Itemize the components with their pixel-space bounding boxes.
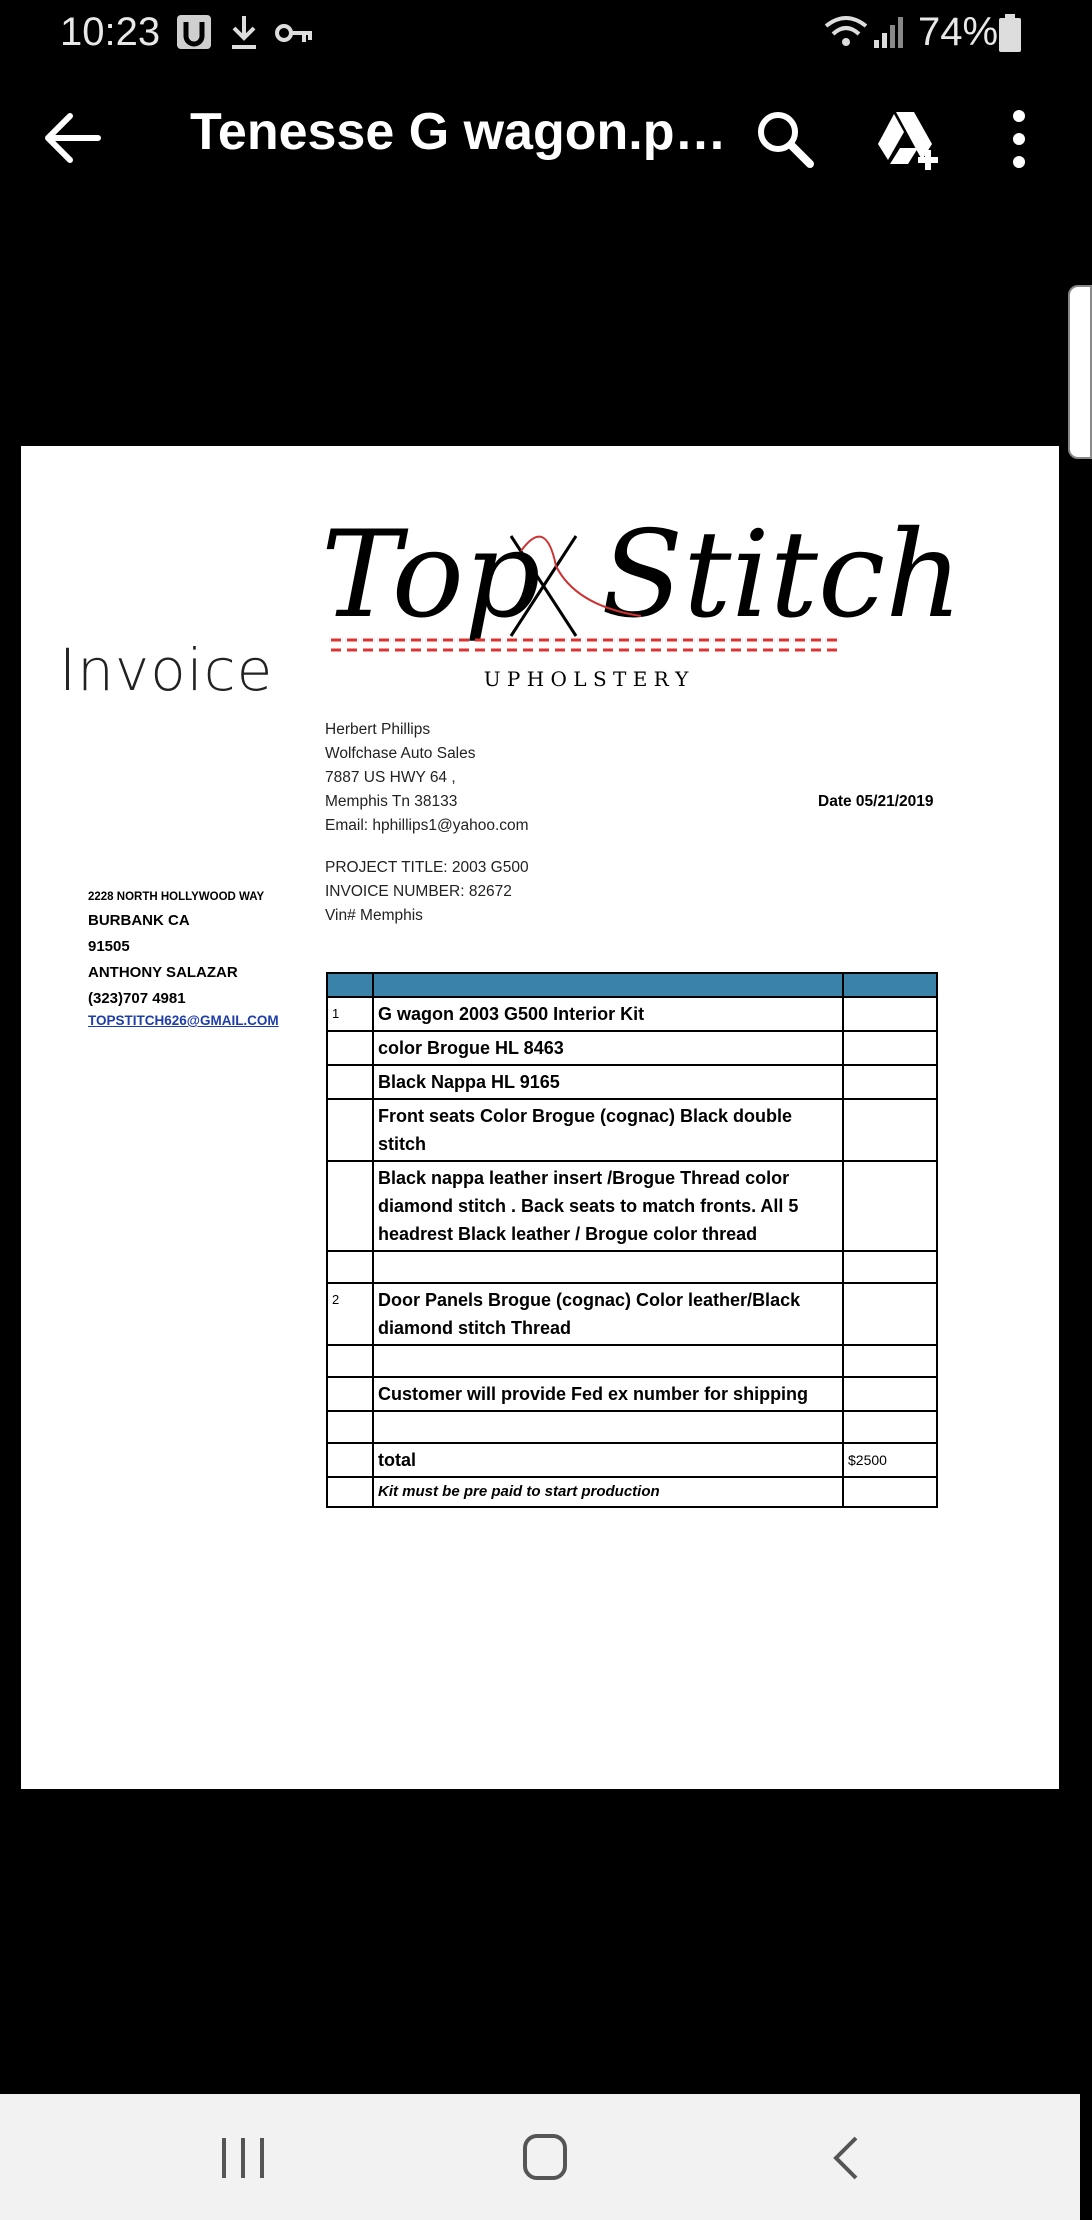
item-number (327, 1031, 373, 1065)
document-page (21, 446, 1059, 1789)
client-line: Memphis Tn 38133 (325, 793, 458, 810)
item-description (373, 1411, 843, 1443)
download-icon (228, 14, 260, 52)
item-number: 1 (327, 997, 373, 1031)
item-description: Door Panels Brogue (cognac) Color leather/Black diamond stitch Thread (373, 1283, 843, 1345)
item-number (327, 1477, 373, 1507)
invoice-date: Date 05/21/2019 (818, 793, 934, 810)
table-row (327, 1099, 937, 1161)
wifi-icon (824, 14, 868, 52)
sender-email-link[interactable]: TOPSTITCH626@GMAIL.COM (88, 1013, 279, 1028)
u-app-icon (176, 14, 212, 50)
item-description: Front seats Color Brogue (cognac) Black double stitch (373, 1099, 843, 1161)
item-number (327, 1065, 373, 1099)
item-number (327, 1443, 373, 1477)
back-icon[interactable] (812, 2132, 882, 2184)
battery-percent: 74% (918, 10, 999, 54)
table-row (327, 1065, 937, 1099)
item-price (843, 1411, 937, 1443)
item-price (843, 1251, 937, 1283)
invoice-items-table (326, 972, 938, 1508)
back-arrow-icon[interactable] (40, 106, 104, 170)
item-description: Black Nappa HL 9165 (373, 1065, 843, 1099)
item-description (373, 1345, 843, 1377)
item-price (843, 1477, 937, 1507)
table-row (327, 1411, 937, 1443)
item-description: Black nappa leather insert /Brogue Thread color diamond stitch . Back seats to match fronts. All 5 headrest Black leather / Brogue color thread (373, 1161, 843, 1251)
vin: Vin# Memphis (325, 907, 423, 924)
table-header-row (327, 973, 937, 997)
home-icon[interactable] (510, 2132, 580, 2184)
invoice-heading: Invoice (59, 636, 274, 704)
search-icon[interactable] (750, 104, 820, 174)
item-number (327, 1345, 373, 1377)
client-line: 7887 US HWY 64 , (325, 769, 456, 786)
item-number (327, 1099, 373, 1161)
client-line: Wolfchase Auto Sales (325, 745, 476, 762)
table-row (327, 1161, 937, 1251)
item-price (843, 1031, 937, 1065)
item-number (327, 1251, 373, 1283)
item-number (327, 1161, 373, 1251)
table-row (327, 1283, 937, 1345)
item-price (843, 1377, 937, 1411)
payment-note: Kit must be pre paid to start production (373, 1477, 843, 1507)
table-row (327, 997, 937, 1031)
sender-city: BURBANK CA (88, 912, 190, 929)
navigation-bar (0, 2094, 1080, 2220)
item-price (843, 1283, 937, 1345)
client-line: Herbert Phillips (325, 721, 431, 738)
item-description: color Brogue HL 8463 (373, 1031, 843, 1065)
item-number: 2 (327, 1283, 373, 1345)
status-bar (0, 0, 1080, 66)
table-row (327, 1251, 937, 1283)
invoice-number: INVOICE NUMBER: 82672 (325, 883, 512, 900)
item-price (843, 997, 937, 1031)
item-price (843, 1099, 937, 1161)
project-title: PROJECT TITLE: 2003 G500 (325, 859, 529, 876)
scroll-handle[interactable] (1068, 285, 1092, 459)
logo-text-top: Top (321, 506, 541, 645)
table-row (327, 1377, 937, 1411)
document-title: Tenesse G wagon.p… (190, 103, 727, 161)
item-price (843, 1161, 937, 1251)
item-description: Customer will provide Fed ex number for shipping (373, 1377, 843, 1411)
key-icon (274, 18, 314, 48)
table-row (327, 1031, 937, 1065)
table-row (327, 1345, 937, 1377)
sender-zip: 91505 (88, 938, 130, 955)
logo-tagline: U P H O L S T E R Y (483, 667, 689, 691)
project-info (325, 856, 529, 928)
table-row (327, 1477, 937, 1507)
total-label: total (373, 1443, 843, 1477)
table-row-total (327, 1443, 937, 1477)
signal-icon (872, 14, 908, 50)
total-amount: $2500 (843, 1443, 937, 1477)
sender-address: 2228 NORTH HOLLYWOOD WAY (88, 891, 265, 903)
top-stitch-logo (321, 496, 963, 696)
drive-add-icon[interactable] (874, 104, 944, 174)
item-price (843, 1345, 937, 1377)
client-email: Email: hphillips1@yahoo.com (325, 817, 529, 834)
app-bar (0, 66, 1080, 206)
status-time: 10:23 (60, 10, 161, 54)
item-description (373, 1251, 843, 1283)
sender-info (88, 886, 279, 1030)
item-price (843, 1065, 937, 1099)
item-number (327, 1411, 373, 1443)
logo-text-stitch: Stitch (601, 506, 963, 645)
sender-phone: (323)707 4981 (88, 990, 186, 1007)
more-vert-icon[interactable] (984, 104, 1054, 174)
item-number (327, 1377, 373, 1411)
item-description: G wagon 2003 G500 Interior Kit (373, 997, 843, 1031)
sender-name: ANTHONY SALAZAR (88, 964, 238, 981)
client-address (325, 718, 529, 838)
recent-apps-icon[interactable] (208, 2132, 278, 2184)
battery-icon (998, 14, 1022, 52)
